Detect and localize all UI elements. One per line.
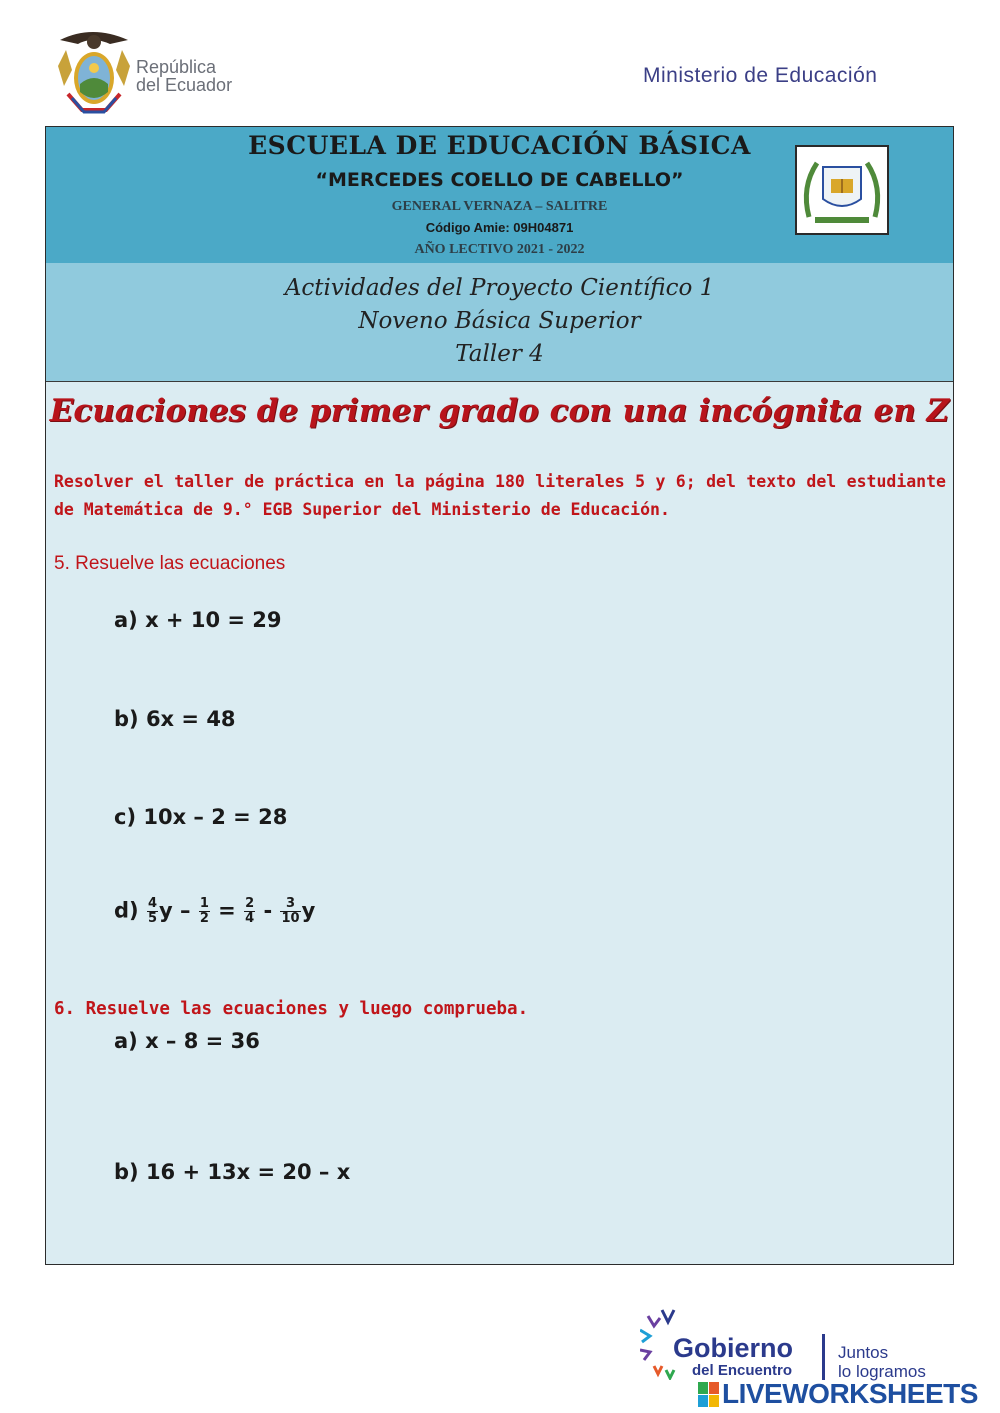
school-emblem-logo — [795, 145, 889, 235]
fraction-denominator: 5 — [147, 911, 157, 926]
ministry-title: Ministerio de Educación — [643, 64, 878, 87]
equation-5d-label: d) — [114, 898, 139, 923]
republica-del-ecuador-text — [136, 58, 232, 94]
workshop-number: Taller 4 — [455, 341, 544, 367]
fraction-one-half — [199, 897, 210, 926]
juntos-line2: lo logramos — [838, 1362, 926, 1381]
footer-divider — [822, 1334, 825, 1380]
grade-level: Noveno Básica Superior — [358, 308, 641, 334]
fraction-denominator: 2 — [199, 911, 209, 926]
juntos-line1: Juntos — [838, 1343, 889, 1362]
del-encuentro-text: del Encuentro — [692, 1362, 793, 1379]
fraction-denominator: 10 — [281, 911, 300, 926]
equation-5d-minus: - — [263, 898, 273, 923]
fraction-numerator: 1 — [199, 896, 209, 911]
fraction-numerator: 4 — [147, 896, 157, 911]
school-location: GENERAL VERNAZA – SALITRE — [391, 199, 608, 214]
school-name: ESCUELA DE EDUCACIÓN BÁSICA — [248, 131, 751, 160]
gobierno-sun-icon — [640, 1308, 676, 1380]
gobierno-text: Gobierno — [673, 1333, 793, 1363]
instructions-text: Resolver el taller de práctica en la página 180 literales 5 y 6; del texto del estudiante de Matemática de 9.° EGB Superior del Ministerio de Educación. — [54, 472, 946, 519]
exercise-5-heading: 5. Resuelve las ecuaciones — [54, 553, 286, 574]
equation-5d-var1: y – — [159, 898, 191, 923]
school-year: AÑO LECTIVO 2021 - 2022 — [414, 242, 585, 257]
equation-6a: a) x – 8 = 36 — [114, 1029, 260, 1053]
fraction-two-fourths — [244, 897, 255, 926]
equation-5d-var2: y — [301, 898, 316, 923]
fraction-numerator: 3 — [280, 897, 300, 912]
ecuador-coat-of-arms-logo — [52, 26, 136, 114]
equation-5d — [114, 897, 315, 926]
liveworksheets-logo-text[interactable]: LIVEWORKSHEETS — [722, 1378, 978, 1409]
fraction-denominator: 4 — [245, 911, 255, 926]
worksheet-title: Ecuaciones de primer grado con una incógnita en Z — [49, 393, 950, 429]
activity-title: Actividades del Proyecto Científico 1 — [284, 275, 715, 301]
liveworksheets-badge-icon — [698, 1382, 720, 1408]
exercise-6-heading: 6. Resuelve las ecuaciones y luego comprueba. — [54, 999, 529, 1019]
equation-5b: b) 6x = 48 — [114, 707, 236, 731]
fraction-three-tenths — [280, 897, 300, 926]
juntos-lo-logramos-text — [838, 1343, 926, 1381]
school-subtitle: “MERCEDES COELLO DE CABELLO” — [315, 169, 684, 191]
republic-line2: del Ecuador — [136, 75, 233, 95]
republic-line1: República — [136, 57, 217, 77]
school-header-band — [46, 127, 953, 263]
fraction-numerator: 2 — [245, 896, 255, 911]
equation-5c: c) 10x – 2 = 28 — [114, 805, 288, 829]
equation-5a: a) x + 10 = 29 — [114, 608, 282, 632]
fraction-four-fifths — [147, 897, 158, 926]
equation-5d-equals: = — [218, 898, 236, 923]
equation-6b: b) 16 + 13x = 20 – x — [114, 1160, 351, 1184]
school-code: Código Amie: 09H04871 — [425, 220, 574, 235]
worksheet-box — [45, 126, 954, 1265]
